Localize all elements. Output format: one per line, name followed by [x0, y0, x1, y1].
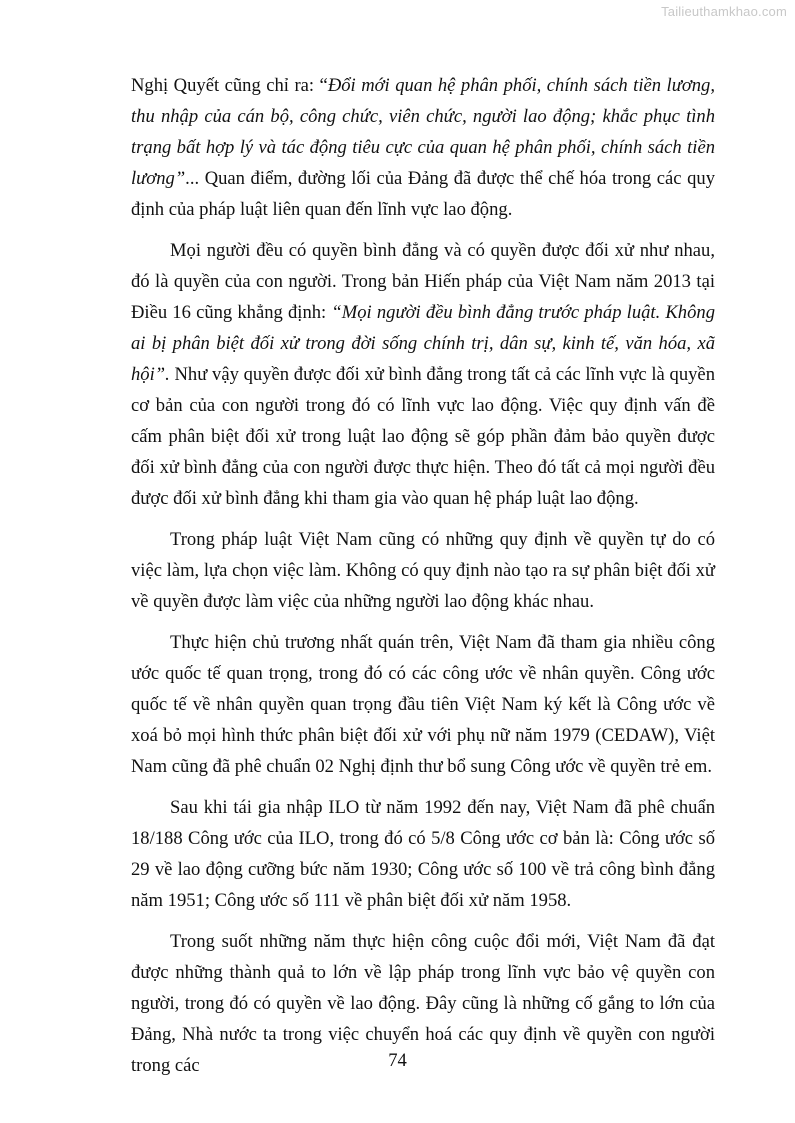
- quoted-text: Đổi mới quan hệ phân phối, chính sách tiền lương, thu nhập của cán bộ, công chức, viên chức, người lao động; khắc phục tình trạng bất hợp lý và tác động tiêu cực của quan hệ phân phối, chính sách tiền lương”: [131, 75, 716, 189]
- paragraph-text: Nghị Quyết cũng chỉ ra: “: [131, 75, 328, 96]
- paragraph: [131, 235, 715, 514]
- paragraph-text: Trong pháp luật Việt Nam cũng có những quy định về quyền tự do có việc làm, lựa chọn việc làm. Không có quy định nào tạo ra sự phân biệt đối xử về quyền được làm việc của những người lao động khác nhau.: [131, 529, 715, 612]
- watermark-text: Tailieuthamkhao.com: [661, 4, 787, 19]
- paragraph-text: Trong suốt những năm thực hiện công cuộc đổi mới, Việt Nam đã đạt được những thành quả to lớn về lập pháp trong lĩnh vực bảo vệ quyền con người, trong đó có quyền về lao động. Đây cũng là những cố gắng to lớn của Đảng, Nhà nước ta trong việc chuyển hoá các quy định về quyền con người trong các: [131, 931, 715, 1076]
- page-number: 74: [388, 1050, 407, 1071]
- paragraph-text: ... Quan điểm, đường lối của Đảng đã được thể chế hóa trong các quy định của pháp luật liên quan đến lĩnh vực lao động.: [131, 168, 715, 220]
- paragraph: [131, 70, 715, 225]
- paragraph: [131, 627, 715, 782]
- paragraph-text: Mọi người đều có quyền bình đẳng và có quyền được đối xử như nhau, đó là quyền của con người. Trong bản Hiến pháp của Việt Nam năm 2013 tại Điều 16 cũng khẳng định:: [131, 240, 715, 323]
- quoted-text: “Mọi người đều bình đẳng trước pháp luật. Không ai bị phân biệt đối xử trong đời sống chính trị, dân sự, kinh tế, văn hóa, xã hội”.: [131, 302, 715, 385]
- paragraph-text: Thực hiện chủ trương nhất quán trên, Việt Nam đã tham gia nhiều công ước quốc tế quan trọng, trong đó có các công ước về nhân quyền. Công ước quốc tế về nhân quyền quan trọng đầu tiên Việt Nam ký kết là Công ước về xoá bỏ mọi hình thức phân biệt đối xử với phụ nữ năm 1979 (CEDAW), Việt Nam cũng đã phê chuẩn 02 Nghị định thư bổ sung Công ước về quyền trẻ em.: [131, 632, 715, 777]
- paragraph: [131, 524, 715, 617]
- document-body: [131, 70, 715, 1091]
- paragraph-text: Sau khi tái gia nhập ILO từ năm 1992 đến nay, Việt Nam đã phê chuẩn 18/188 Công ước của ILO, trong đó có 5/8 Công ước cơ bản là: Công ước số 29 về lao động cưỡng bức năm 1930; Công ước số 100 về trả công bình đẳng năm 1951; Công ước số 111 về phân biệt đối xử năm 1958.: [131, 797, 715, 911]
- paragraph: [131, 792, 715, 916]
- paragraph-text: Như vậy quyền được đối xử bình đẳng trong tất cả các lĩnh vực là quyền cơ bản của con người trong đó có lĩnh vực lao động. Việc quy định vấn đề cấm phân biệt đối xử trong luật lao động sẽ góp phần đảm bảo quyền được đối xử bình đẳng của con người được thực hiện. Theo đó tất cả mọi người đều được đối xử bình đẳng khi tham gia vào quan hệ pháp luật lao động.: [131, 364, 715, 509]
